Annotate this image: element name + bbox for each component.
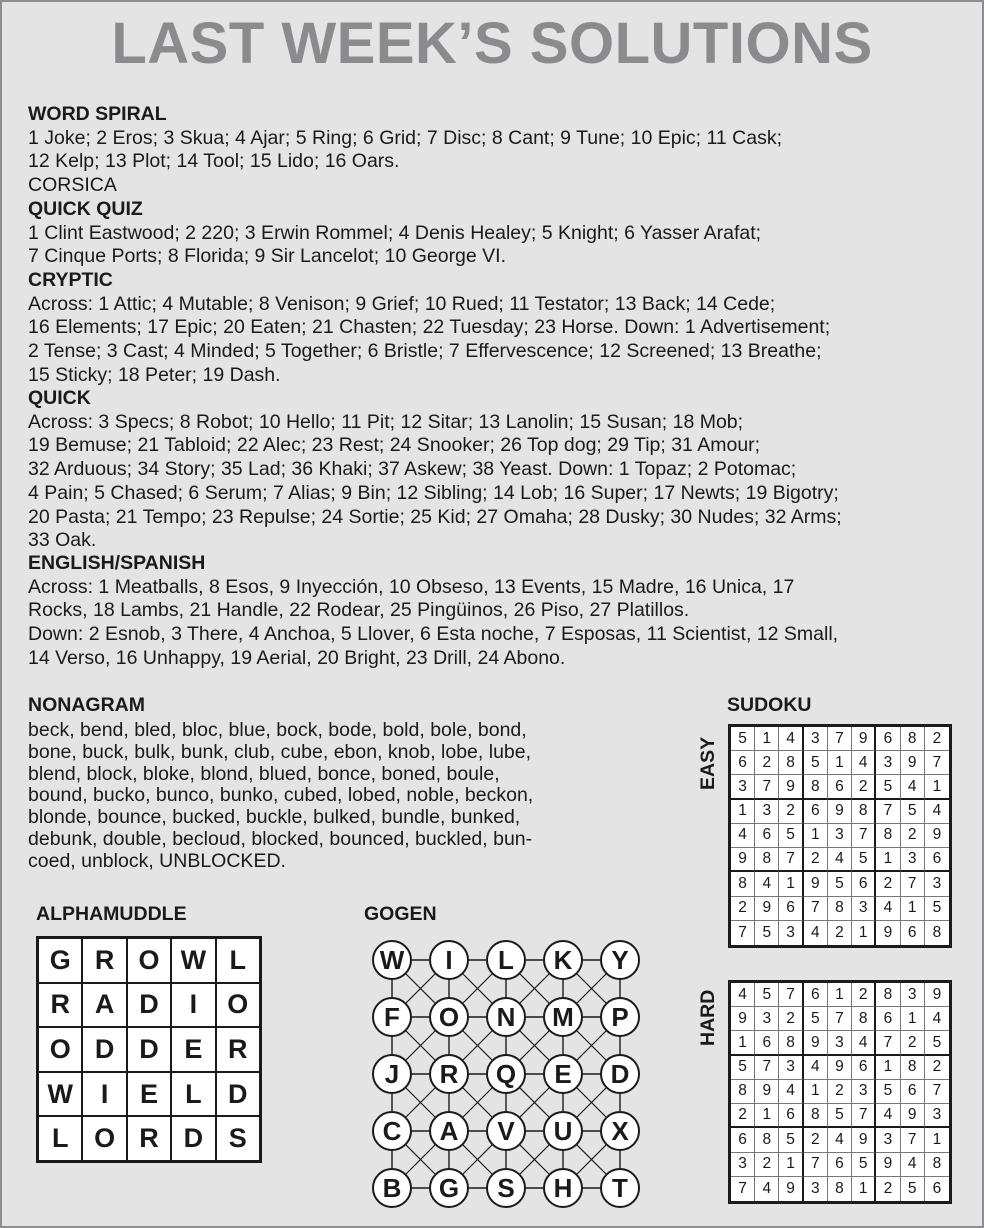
section-answers: 1 Joke; 2 Eros; 3 Skua; 4 Ajar; 5 Ring; 6 Grid; 7 Disc; 8 Cant; 9 Tune; 10 Epic; 11 Cask; 12 Kelp; 13 Plot; 14 Tool; 15 Lido; 16 Oars. CORSICA bbox=[28, 126, 783, 197]
gogen-letter: W bbox=[379, 945, 405, 975]
sudoku-cell: 8 bbox=[932, 923, 942, 941]
sudoku-cell: 5 bbox=[804, 751, 828, 775]
gogen-letter: G bbox=[438, 1173, 460, 1203]
sudoku-cell: 2 bbox=[828, 921, 852, 945]
sudoku-cell: 5 bbox=[731, 727, 755, 751]
gogen-grid bbox=[360, 928, 640, 1218]
gogen-letter-node bbox=[430, 998, 468, 1036]
sudoku-cell: 4 bbox=[852, 751, 876, 775]
sudoku-cell: 5 bbox=[925, 897, 949, 921]
sudoku-cell: 1 bbox=[852, 921, 876, 945]
sudoku-cell: 3 bbox=[755, 1007, 779, 1031]
gogen-heading: GOGEN bbox=[364, 903, 437, 925]
sudoku-cell: 2 bbox=[755, 1153, 779, 1177]
solution-section bbox=[28, 269, 968, 388]
alphamuddle-cell: E bbox=[171, 1027, 215, 1072]
gogen-letter: E bbox=[554, 1059, 572, 1089]
sudoku-cell: 4 bbox=[755, 872, 779, 896]
sudoku-cell: 8 bbox=[852, 800, 876, 824]
sudoku-cell: 8 bbox=[804, 1104, 828, 1128]
alphamuddle-cell: D bbox=[171, 1116, 215, 1161]
sudoku-cell: 8 bbox=[804, 775, 828, 799]
gogen-letter: J bbox=[384, 1059, 400, 1089]
gogen-letter: C bbox=[382, 1116, 402, 1146]
sudoku-cell: 2 bbox=[804, 1128, 828, 1152]
sudoku-cell: 6 bbox=[901, 921, 925, 945]
sudoku-cell: 3 bbox=[804, 1177, 828, 1201]
sudoku-cell: 2 bbox=[731, 1104, 755, 1128]
sudoku-cell: 5 bbox=[755, 921, 779, 945]
gogen-letter-node bbox=[430, 1055, 468, 1093]
sudoku-cell: 7 bbox=[779, 983, 803, 1007]
gogen-letter-node bbox=[487, 998, 525, 1036]
sudoku-easy-grid bbox=[728, 724, 952, 948]
gogen-letter-node bbox=[544, 1169, 582, 1207]
gogen-letter: B bbox=[382, 1173, 402, 1203]
alphamuddle-cell: I bbox=[171, 983, 215, 1028]
sudoku-cell: 6 bbox=[779, 1104, 803, 1128]
gogen-letter: I bbox=[445, 945, 453, 975]
sudoku-cell: 8 bbox=[876, 824, 900, 848]
sudoku-cell: 4 bbox=[828, 1128, 852, 1152]
alphamuddle-cell: O bbox=[38, 1027, 82, 1072]
sudoku-cell: 6 bbox=[901, 1080, 925, 1104]
sudoku-cell: 3 bbox=[828, 1031, 852, 1055]
sudoku-cell: 6 bbox=[852, 1056, 876, 1080]
sudoku-cell: 3 bbox=[731, 775, 755, 799]
sudoku-cell: 5 bbox=[925, 1031, 949, 1055]
sudoku-cell: 3 bbox=[876, 1128, 900, 1152]
sudoku-cell: 6 bbox=[852, 872, 876, 896]
sudoku-cell: 4 bbox=[804, 1056, 828, 1080]
sudoku-cell: 6 bbox=[804, 983, 828, 1007]
alphamuddle-cell: W bbox=[171, 938, 215, 983]
gogen-letter-node bbox=[487, 941, 525, 979]
sudoku-cell: 1 bbox=[731, 1031, 755, 1055]
solution-section bbox=[28, 103, 968, 198]
alphamuddle-cell: I bbox=[82, 1072, 126, 1117]
alphamuddle-cell: W bbox=[38, 1072, 82, 1117]
sudoku-cell: 9 bbox=[828, 800, 852, 824]
gogen-letter: L bbox=[498, 945, 514, 975]
sudoku-cell: 3 bbox=[755, 800, 779, 824]
sudoku-cell: 9 bbox=[804, 1031, 828, 1055]
sudoku-cell: 2 bbox=[852, 775, 876, 799]
alphamuddle-cell: D bbox=[216, 1072, 260, 1117]
sudoku-cell: 7 bbox=[852, 1104, 876, 1128]
sudoku-cell: 7 bbox=[804, 897, 828, 921]
gogen-letter: O bbox=[438, 1002, 460, 1032]
sudoku-cell: 9 bbox=[852, 727, 876, 751]
sudoku-cell: 9 bbox=[876, 921, 900, 945]
page-title: LAST WEEK’S SOLUTIONS bbox=[111, 11, 873, 76]
sudoku-cell: 3 bbox=[925, 872, 949, 896]
gogen-letter: F bbox=[384, 1002, 400, 1032]
gogen-letter-node bbox=[430, 1169, 468, 1207]
sudoku-cell: 9 bbox=[731, 1007, 755, 1031]
alphamuddle-cell: E bbox=[127, 1072, 171, 1117]
sudoku-cell: 2 bbox=[876, 1177, 900, 1201]
sudoku-cell: 9 bbox=[779, 1177, 803, 1201]
sudoku-cell: 5 bbox=[901, 1177, 925, 1201]
sudoku-cell: 2 bbox=[852, 983, 876, 1007]
sudoku-cell: 6 bbox=[755, 1031, 779, 1055]
gogen-letter: D bbox=[610, 1059, 630, 1089]
section-answers: Across: 1 Attic; 4 Mutable; 8 Venison; 9 Grief; 10 Rued; 11 Testator; 13 Back; 14 Cede; 16 Elements; 17 Epic; 20 Eaten; 21 Chasten; 22 Tuesday; 23 Horse. Down: 1 Advertisement; 2 Tense; 3 Cast; 4 Minded; 5 Together; 6 Bristle; 7 Effervescence; 12 Screened; 13 Breathe; 15 Sticky; 18 Peter; 19 Dash. bbox=[28, 292, 831, 386]
sudoku-cell: 7 bbox=[804, 1153, 828, 1177]
gogen-letter: U bbox=[553, 1116, 573, 1146]
sudoku-cell: 8 bbox=[755, 848, 779, 872]
sudoku-heading: SUDOKU bbox=[727, 694, 812, 716]
alphamuddle-cell: D bbox=[127, 1027, 171, 1072]
sudoku-cell: 5 bbox=[731, 1056, 755, 1080]
sudoku-cell: 9 bbox=[755, 897, 779, 921]
sudoku-cell: 1 bbox=[901, 897, 925, 921]
sudoku-cell: 4 bbox=[876, 897, 900, 921]
sudoku-cell: 6 bbox=[932, 1179, 942, 1197]
sudoku-cell: 1 bbox=[755, 1104, 779, 1128]
alphamuddle-cell: S bbox=[216, 1116, 260, 1161]
section-heading: ENGLISH/SPANISH bbox=[28, 552, 206, 574]
sudoku-cell: 3 bbox=[901, 983, 925, 1007]
sudoku-cell: 5 bbox=[779, 824, 803, 848]
sudoku-cell: 7 bbox=[828, 1007, 852, 1031]
alphamuddle-heading: ALPHAMUDDLE bbox=[36, 903, 187, 925]
sudoku-cell: 3 bbox=[901, 848, 925, 872]
alphamuddle-cell: D bbox=[127, 983, 171, 1028]
sudoku-cell: 4 bbox=[755, 1177, 779, 1201]
gogen-letter-node bbox=[601, 1112, 639, 1150]
sudoku-cell: 1 bbox=[779, 1153, 803, 1177]
sudoku-cell: 5 bbox=[828, 1104, 852, 1128]
section-answers: Across: 1 Meatballs, 8 Esos, 9 Inyección, 10 Obseso, 13 Events, 15 Madre, 16 Unica, 17 Rocks, 18 Lambs, 21 Handle, 22 Rodear, 25 Pingüinos, 26 Piso, 27 Platillos. Down: 2 Esnob, 3 There, 4 Anchoa, 5 Llover, 6 Esta noche, 7 Esposas, 11 Scientist, 12 Small, 14 Verso, 16 Unhappy, 19 Aerial, 20 Bright, 23 Drill, 24 Abono. bbox=[28, 575, 839, 669]
gogen-letter: H bbox=[553, 1173, 573, 1203]
sudoku-cell: 5 bbox=[852, 848, 876, 872]
sudoku-cell: 5 bbox=[876, 775, 900, 799]
sudoku-cell: 4 bbox=[828, 848, 852, 872]
solution-section bbox=[28, 198, 968, 269]
nonagram-heading: NONAGRAM bbox=[28, 694, 145, 716]
sudoku-cell: 7 bbox=[731, 921, 755, 945]
sudoku-cell: 4 bbox=[876, 1104, 900, 1128]
sudoku-cell: 5 bbox=[779, 1128, 803, 1152]
sudoku-cell: 8 bbox=[925, 1153, 949, 1177]
sudoku-cell: 6 bbox=[925, 848, 949, 872]
gogen-letter: P bbox=[611, 1002, 629, 1032]
sudoku-cell: 7 bbox=[925, 1080, 949, 1104]
alphamuddle-cell: L bbox=[38, 1116, 82, 1161]
sudoku-cell: 5 bbox=[755, 983, 779, 1007]
sudoku-cell: 4 bbox=[925, 1007, 949, 1031]
gogen-letter-node bbox=[601, 998, 639, 1036]
sudoku-cell: 2 bbox=[755, 751, 779, 775]
alphamuddle-cell: R bbox=[216, 1027, 260, 1072]
gogen-letter-node bbox=[487, 1112, 525, 1150]
sudoku-cell: 2 bbox=[779, 800, 803, 824]
alphamuddle-cell: R bbox=[82, 938, 126, 983]
sudoku-cell: 1 bbox=[828, 751, 852, 775]
gogen-letter-node bbox=[373, 941, 411, 979]
sudoku-cell: 7 bbox=[925, 751, 949, 775]
sudoku-cell: 7 bbox=[876, 800, 900, 824]
alphamuddle-cell: R bbox=[38, 983, 82, 1028]
sudoku-cell: 6 bbox=[876, 727, 900, 751]
alphamuddle-cell: A bbox=[82, 983, 126, 1028]
sudoku-cell: 9 bbox=[876, 1153, 900, 1177]
sudoku-cell: 2 bbox=[876, 872, 900, 896]
sudoku-cell: 4 bbox=[925, 800, 949, 824]
sudoku-cell: 4 bbox=[901, 1153, 925, 1177]
solution-section bbox=[28, 552, 968, 671]
sudoku-cell: 2 bbox=[731, 897, 755, 921]
alphamuddle-cell: L bbox=[216, 938, 260, 983]
gogen-letter-node bbox=[544, 941, 582, 979]
sudoku-cell: 7 bbox=[852, 824, 876, 848]
sudoku-cell: 9 bbox=[828, 1056, 852, 1080]
sudoku-cell: 9 bbox=[779, 775, 803, 799]
sudoku-cell: 3 bbox=[779, 1056, 803, 1080]
sudoku-cell: 9 bbox=[731, 848, 755, 872]
sudoku-cell: 1 bbox=[804, 824, 828, 848]
gogen-letter-node bbox=[544, 1055, 582, 1093]
sudoku-cell: 7 bbox=[755, 775, 779, 799]
section-heading: WORD SPIRAL bbox=[28, 103, 167, 125]
sudoku-cell: 1 bbox=[852, 1177, 876, 1201]
sudoku-cell: 6 bbox=[876, 1007, 900, 1031]
gogen-letter: Y bbox=[611, 945, 629, 975]
gogen-letter-node bbox=[430, 941, 468, 979]
sudoku-cell: 8 bbox=[731, 1080, 755, 1104]
sudoku-cell: 3 bbox=[852, 897, 876, 921]
gogen-letter-node bbox=[373, 1112, 411, 1150]
alphamuddle-cell: G bbox=[38, 938, 82, 983]
alphamuddle-cell: O bbox=[216, 983, 260, 1028]
solution-section bbox=[28, 387, 968, 553]
gogen-letter: N bbox=[496, 1002, 516, 1032]
sudoku-cell: 4 bbox=[779, 1080, 803, 1104]
gogen-letter: S bbox=[497, 1173, 515, 1203]
sudoku-cell: 5 bbox=[804, 1007, 828, 1031]
sudoku-cell: 9 bbox=[901, 1104, 925, 1128]
sudoku-cell: 9 bbox=[804, 872, 828, 896]
sudoku-cell: 8 bbox=[828, 897, 852, 921]
sudoku-cell: 8 bbox=[779, 1031, 803, 1055]
sudoku-cell: 1 bbox=[876, 848, 900, 872]
sudoku-cell: 3 bbox=[779, 921, 803, 945]
sudoku-cell: 1 bbox=[876, 1056, 900, 1080]
sudoku-cell: 4 bbox=[804, 921, 828, 945]
gogen-letter: V bbox=[497, 1116, 515, 1146]
sudoku-cell: 8 bbox=[731, 872, 755, 896]
sudoku-cell: 7 bbox=[828, 727, 852, 751]
sudoku-cell: 5 bbox=[876, 1080, 900, 1104]
sudoku-cell: 8 bbox=[755, 1128, 779, 1152]
gogen-letter: A bbox=[439, 1116, 459, 1146]
sudoku-cell: 8 bbox=[876, 983, 900, 1007]
sudoku-cell: 3 bbox=[876, 751, 900, 775]
sudoku-cell: 2 bbox=[901, 824, 925, 848]
sudoku-cell: 7 bbox=[901, 872, 925, 896]
gogen-letter-node bbox=[601, 1055, 639, 1093]
sudoku-cell: 2 bbox=[925, 727, 949, 751]
sudoku-cell: 2 bbox=[804, 848, 828, 872]
sudoku-cell: 5 bbox=[901, 800, 925, 824]
sudoku-cell: 2 bbox=[901, 1031, 925, 1055]
sudoku-cell: 9 bbox=[925, 983, 949, 1007]
sudoku-cell: 7 bbox=[876, 1031, 900, 1055]
sudoku-cell: 3 bbox=[828, 824, 852, 848]
sudoku-cell: 4 bbox=[852, 1031, 876, 1055]
gogen-letter-node bbox=[373, 1169, 411, 1207]
sudoku-cell: 8 bbox=[901, 727, 925, 751]
nonagram-answers: beck, bend, bled, bloc, blue, bock, bode, bold, bole, bond, bone, buck, bulk, bunk, club, cube, ebon, knob, lobe, lube, blend, block, bloke, blond, blued, bonce, boned, boule, bound, bucko, bunco, bunko, cubed, lobed, noble, beckon, blonde, bounce, bucked, buckle, bulked, bundle, bunked, debunk, double, becloud, blocked, bounced, buckled, bun- coed, unblock, UNBLOCKED. bbox=[28, 719, 534, 872]
sudoku-cell: 2 bbox=[779, 1007, 803, 1031]
alphamuddle-cell: L bbox=[171, 1072, 215, 1117]
sudoku-cell: 7 bbox=[755, 1056, 779, 1080]
alphamuddle-cell: R bbox=[127, 1116, 171, 1161]
sudoku-cell: 7 bbox=[731, 1177, 755, 1201]
sudoku-cell: 8 bbox=[828, 1177, 852, 1201]
gogen-letter-node bbox=[373, 1055, 411, 1093]
gogen-letter-node bbox=[544, 1112, 582, 1150]
sudoku-cell: 3 bbox=[804, 727, 828, 751]
alphamuddle-cell: O bbox=[82, 1116, 126, 1161]
gogen-letter-node bbox=[487, 1055, 525, 1093]
sudoku-cell: 7 bbox=[779, 848, 803, 872]
sudoku-hard-label: HARD bbox=[697, 989, 719, 1046]
sudoku-cell: 3 bbox=[852, 1080, 876, 1104]
sudoku-cell: 1 bbox=[828, 983, 852, 1007]
alphamuddle-cell: O bbox=[127, 938, 171, 983]
section-answers: Across: 3 Specs; 8 Robot; 10 Hello; 11 Pit; 12 Sitar; 13 Lanolin; 15 Susan; 18 Mob; 19 Bemuse; 21 Tabloid; 22 Alec; 23 Rest; 24 Snooker; 26 Top dog; 29 Tip; 31 Amour; 32 Arduous; 34 Story; 35 Lad; 36 Khaki; 37 Askew; 38 Yeast. Down: 1 Topaz; 2 Potomac; 4 Pain; 5 Chased; 6 Serum; 7 Alias; 9 Bin; 12 Sibling; 14 Lob; 16 Super; 17 Newts; 19 Bigotry; 20 Pasta; 21 Tempo; 23 Repulse; 24 Sortie; 25 Kid; 27 Omaha; 28 Dusky; 30 Nudes; 32 Arms; 33 Oak. bbox=[28, 410, 842, 552]
sudoku-cell: 6 bbox=[731, 751, 755, 775]
sudoku-cell: 1 bbox=[755, 727, 779, 751]
gogen-letter-node bbox=[373, 998, 411, 1036]
gogen-letter: T bbox=[612, 1173, 628, 1203]
alphamuddle-cell: D bbox=[82, 1027, 126, 1072]
sudoku-cell: 3 bbox=[731, 1153, 755, 1177]
sudoku-cell: 1 bbox=[925, 775, 949, 799]
sudoku-cell: 4 bbox=[731, 824, 755, 848]
sudoku-cell: 8 bbox=[901, 1056, 925, 1080]
gogen-letter-node bbox=[430, 1112, 468, 1150]
gogen-letter: R bbox=[439, 1059, 459, 1089]
section-answers: 1 Clint Eastwood; 2 220; 3 Erwin Rommel; 4 Denis Healey; 5 Knight; 6 Yasser Arafat; 7 Cinque Ports; 8 Florida; 9 Sir Lancelot; 10 George VI. bbox=[28, 221, 762, 268]
sudoku-cell: 6 bbox=[828, 775, 852, 799]
gogen-letter-node bbox=[487, 1169, 525, 1207]
sudoku-cell: 1 bbox=[925, 1128, 949, 1152]
sudoku-cell: 8 bbox=[852, 1007, 876, 1031]
section-heading: QUICK bbox=[28, 387, 91, 409]
sudoku-cell: 2 bbox=[828, 1080, 852, 1104]
section-heading: QUICK QUIZ bbox=[28, 198, 143, 220]
sudoku-cell: 6 bbox=[779, 897, 803, 921]
sudoku-cell: 8 bbox=[779, 751, 803, 775]
gogen-letter: Q bbox=[495, 1059, 517, 1089]
sudoku-cell: 3 bbox=[925, 1104, 949, 1128]
sudoku-easy-label: EASY bbox=[697, 736, 719, 790]
sudoku-cell: 5 bbox=[852, 1153, 876, 1177]
gogen-letter-node bbox=[601, 941, 639, 979]
sudoku-cell: 4 bbox=[779, 727, 803, 751]
sudoku-cell: 2 bbox=[925, 1056, 949, 1080]
sudoku-cell: 6 bbox=[828, 1153, 852, 1177]
gogen-letter-node bbox=[601, 1169, 639, 1207]
sudoku-cell: 1 bbox=[779, 872, 803, 896]
sudoku-cell: 9 bbox=[925, 824, 949, 848]
sudoku-cell: 1 bbox=[731, 800, 755, 824]
sudoku-cell: 6 bbox=[755, 824, 779, 848]
sudoku-cell: 5 bbox=[828, 872, 852, 896]
gogen-letter: M bbox=[552, 1002, 574, 1032]
sudoku-cell: 9 bbox=[852, 1128, 876, 1152]
sudoku-hard-grid bbox=[728, 980, 952, 1204]
sudoku-cell: 1 bbox=[901, 1007, 925, 1031]
gogen-letter: X bbox=[611, 1116, 629, 1146]
sudoku-cell: 4 bbox=[901, 775, 925, 799]
alphamuddle-grid bbox=[36, 936, 262, 1163]
section-heading: CRYPTIC bbox=[28, 269, 113, 291]
sudoku-cell: 9 bbox=[901, 751, 925, 775]
gogen-letter-node bbox=[544, 998, 582, 1036]
sudoku-cell: 6 bbox=[804, 800, 828, 824]
sudoku-cell: 4 bbox=[731, 983, 755, 1007]
sudoku-cell: 1 bbox=[804, 1080, 828, 1104]
sudoku-cell: 9 bbox=[755, 1080, 779, 1104]
gogen-letter: K bbox=[553, 945, 573, 975]
sudoku-cell: 6 bbox=[731, 1128, 755, 1152]
sudoku-cell: 7 bbox=[901, 1128, 925, 1152]
